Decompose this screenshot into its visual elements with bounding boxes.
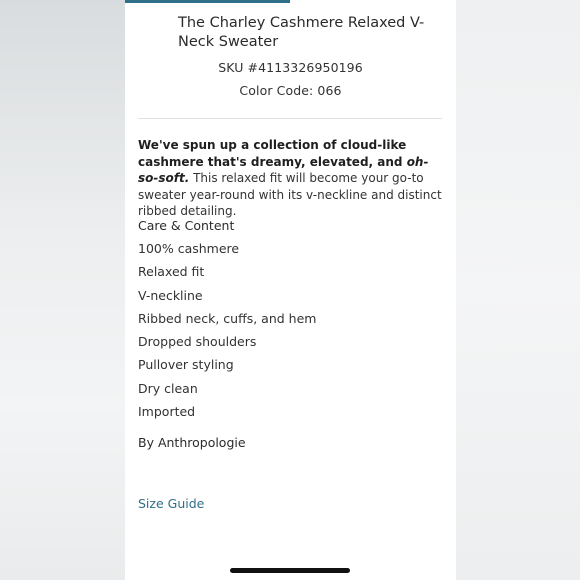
product-details-panel[interactable] [125, 0, 456, 580]
product-title: The Charley Cashmere Relaxed V-Neck Sweater [178, 15, 425, 50]
description-bold: We've spun up a collection of cloud-like cashmere that's dreamy, elevated, and [138, 138, 407, 169]
care-item: Ribbed neck, cuffs, and hem [138, 310, 317, 326]
active-tab-indicator [125, 0, 290, 3]
background-right [456, 0, 580, 580]
care-item: V-neckline [138, 287, 203, 303]
description-text: This relaxed fit will become your go-to sweater year-round with its v-neckline and distinct ribbed detailing. [138, 171, 442, 218]
care-content-heading: Care & Content [138, 218, 235, 233]
product-color-code: Color Code: 066 [239, 83, 342, 98]
product-sku: SKU #4113326950196 [218, 60, 363, 75]
care-item: Relaxed fit [138, 264, 205, 280]
size-guide-link[interactable]: Size Guide [138, 496, 205, 511]
care-item: 100% cashmere [138, 241, 240, 256]
care-item: Imported [138, 404, 196, 420]
product-description [138, 137, 443, 220]
brand-label: By Anthropologie [138, 435, 246, 450]
care-item: Dropped shoulders [138, 334, 257, 350]
care-item: Dry clean [138, 380, 198, 396]
background-left [0, 0, 125, 580]
care-item: Pullover styling [138, 357, 234, 373]
home-indicator[interactable] [230, 568, 350, 573]
description-bold-italic: oh-so-soft. [138, 154, 429, 185]
care-content-list [138, 241, 316, 427]
divider [138, 118, 442, 119]
